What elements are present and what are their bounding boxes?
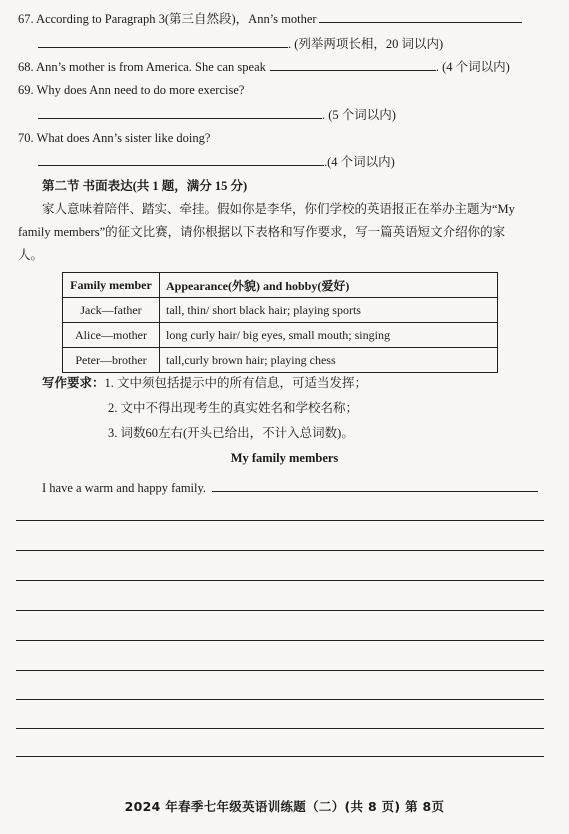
question-69-cont <box>38 106 396 123</box>
requirement-1-text: 1. 文中须包括提示中的所有信息，可适当发挥； <box>104 376 368 390</box>
table-cell-member: Jack—father <box>63 298 160 323</box>
question-67-cont <box>38 35 443 52</box>
family-info-table <box>62 272 498 373</box>
writing-line[interactable] <box>16 756 544 757</box>
answer-blank-67b[interactable] <box>38 35 288 48</box>
requirement-1 <box>42 375 367 391</box>
writing-line[interactable] <box>16 699 544 700</box>
writing-line[interactable] <box>16 520 544 521</box>
table-header-member: Family member <box>63 273 160 298</box>
table-row <box>63 298 498 323</box>
question-70-hint: .(4 个词以内) <box>324 155 395 169</box>
question-67 <box>18 10 522 27</box>
prompt-line-3: 人。 <box>18 248 44 262</box>
essay-start-line <box>42 479 538 496</box>
writing-line[interactable] <box>16 670 544 671</box>
answer-blank-69[interactable] <box>38 106 322 119</box>
table-row <box>63 323 498 348</box>
table-header-appearance: Appearance(外貌) and hobby(爱好) <box>160 273 498 298</box>
writing-line[interactable] <box>16 728 544 729</box>
section-title: 第二节 书面表达(共 1 题，满分 15 分) <box>42 179 248 193</box>
table-cell-appearance: tall,curly brown hair; playing chess <box>160 348 498 373</box>
requirement-3: 3. 词数60左右(开头已给出，不计入总词数)。 <box>108 426 354 440</box>
question-68-hint: . (4 个词以内) <box>435 60 510 74</box>
table-cell-member: Peter—brother <box>63 348 160 373</box>
essay-title: My family members <box>230 451 339 465</box>
question-69-hint: . (5 个词以内) <box>322 108 396 122</box>
essay-start-text: I have a warm and happy family. <box>42 481 207 495</box>
question-70 <box>18 130 210 146</box>
question-68-text: 68. Ann’s mother is from America. She can speak <box>18 60 266 74</box>
answer-blank-67a[interactable] <box>319 10 522 23</box>
question-70-text: 70. What does Ann’s sister like doing? <box>18 131 211 145</box>
writing-line[interactable] <box>16 610 544 611</box>
requirements-label: 写作要求： <box>42 376 105 390</box>
question-70-cont <box>38 153 395 170</box>
table-header-row <box>63 273 498 298</box>
table-row <box>63 348 498 373</box>
writing-line[interactable] <box>16 640 544 641</box>
answer-blank-68[interactable] <box>270 58 436 71</box>
page-footer: 2024 年春季七年级英语训练题（二）(共 8 页) 第 8页 <box>124 799 445 814</box>
prompt-line-2: family members”的征文比赛，请你根据以下表格和写作要求，写一篇英语短文介绍你的家 <box>18 225 506 239</box>
question-69-text: 69. Why does Ann need to do more exercise? <box>18 83 245 97</box>
table-cell-member: Alice—mother <box>63 323 160 348</box>
table-cell-appearance: long curly hair/ big eyes, small mouth; singing <box>160 323 498 348</box>
requirement-2: 2. 文中不得出现考生的真实姓名和学校名称； <box>108 401 359 415</box>
prompt-line-1: 家人意味着陪伴、踏实、牵挂。假如你是李华，你们学校的英语报正在举办主题为“My <box>42 202 515 216</box>
writing-line[interactable] <box>16 580 544 581</box>
writing-line[interactable] <box>16 550 544 551</box>
question-68 <box>18 58 510 75</box>
answer-blank-70[interactable] <box>38 153 324 166</box>
question-67-hint: . (列举两项长相，20 词以内) <box>288 37 444 51</box>
table-cell-appearance: tall, thin/ short black hair; playing sports <box>160 298 498 323</box>
essay-blank-0[interactable] <box>212 479 538 492</box>
question-69 <box>18 82 244 98</box>
question-67-text: 67. According to Paragraph 3(第三自然段)，Ann’s mother <box>18 12 317 26</box>
